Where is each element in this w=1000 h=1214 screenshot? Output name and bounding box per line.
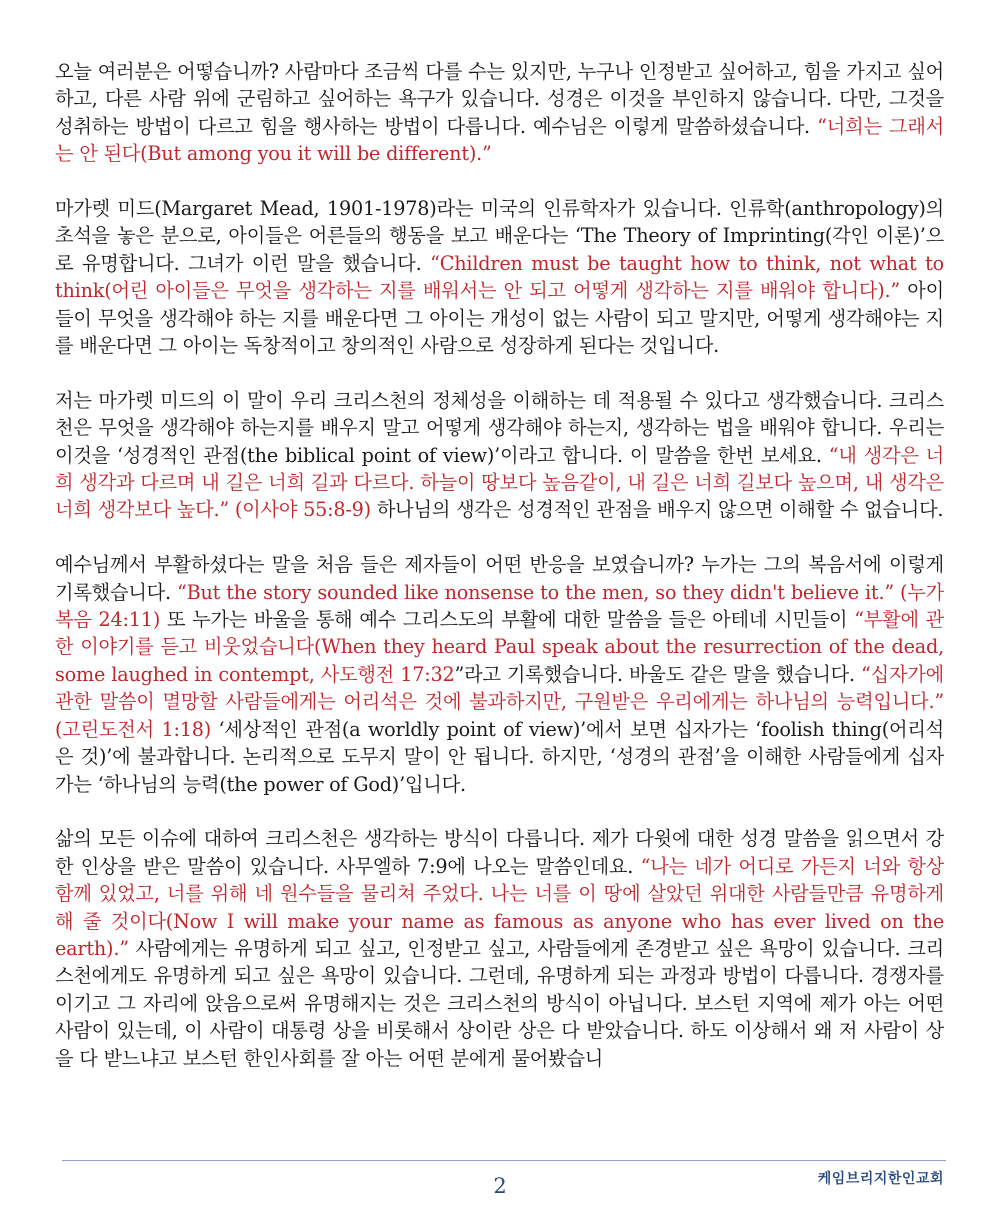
- quote-text: “But the story sounded like nonsense to the men, so they didn't believe it.” (누가복음 24:11): [55, 580, 944, 632]
- body-text: ‘세상적인 관점(a worldly point of view)’에서 보면 십자가는 ‘foolish thing(어리석은 것)’에 불과합니다. 논리적으로 도무지 말이 안 됩니다. 하지만, ‘성경의 관점’을 이해한 사람들에게 십자가는 ‘하나님의 능력(the power of God)’입니다.: [55, 717, 944, 796]
- quote-text: “Children must be taught how to think, not what to think(어린 아이들은 무엇을 생각하는 지를 배워서는 안 되고 어떻게 생각하는 지를 배워야 합니다).”: [55, 251, 944, 303]
- page-number: 2: [493, 1174, 507, 1198]
- paragraph: [55, 551, 944, 798]
- body-text: 저는 마가렛 미드의 이 말이 우리 크리스천의 정체성을 이해하는 데 적용될 수 있다고 생각했습니다. 크리스천은 무엇을 생각해야 하는지를 배우지 말고 어떻게 생각해야 하는지, 생각하는 법을 배워야 합니다. 우리는 이것을 ‘성경적인 관점(the biblical point of view)’이라고 합니다. 이 말씀을 한번 보세요.: [55, 388, 944, 467]
- quote-text: “나는 네가 어디로 가든지 너와 항상 함께 있었고, 너를 위해 네 원수들을 물리쳐 주었다. 나는 너를 이 땅에 살았던 위대한 사람들만큼 유명하게 해 줄 것이다(Now I will make your name as famous as anyone who has ever lived on the earth).”: [55, 854, 945, 960]
- quote-text: “십자가에 관한 말씀이 멸망할 사람들에게는 어리석은 것에 불과하지만, 구원받은 우리에게는 하나님의 능력입니다.” (고린도전서 1:18): [55, 662, 944, 741]
- body-text: ”라고 기록했습니다. 바울도 같은 말을 했습니다.: [454, 662, 862, 686]
- quote-text: “너희는 그래서는 안 된다(But among you it will be different).”: [55, 114, 944, 166]
- body-text: 아이들이 무엇을 생각해야 하는 지를 배운다면 그 아이는 개성이 없는 사람이 되고 말지만, 어떻게 생각해야는 지를 배운다면 그 아이는 독창적이고 창의적인 사람으로 성장하게 된다는 것입니다.: [55, 279, 944, 358]
- quote-text: “내 생각은 너희 생각과 다르며 내 길은 너희 길과 다르다. 하늘이 땅보다 높음같이, 내 길은 너희 길보다 높으며, 내 생각은 너희 생각보다 높다.” (이사야 55:8-9): [55, 443, 944, 522]
- body-text: 삶의 모든 이슈에 대하여 크리스천은 생각하는 방식이 다릅니다. 제가 다윗에 대한 성경 말씀을 읽으면서 강한 인상을 받은 말씀이 있습니다. 사무엘하 7:9에 나오는 말씀인데요.: [55, 827, 944, 878]
- document-body: [55, 58, 944, 1099]
- paragraph: [55, 58, 944, 168]
- body-text: 사람에게는 유명하게 되고 싶고, 인정받고 싶고, 사람들에게 존경받고 싶은 욕망이 있습니다. 크리스천에게도 유명하게 되고 싶은 욕망이 있습니다. 그런데, 유명하게 되는 과정과 방법이 다릅니다. 경쟁자를 이기고 그 자리에 앉음으로써 유명해지는 것은 크리스천의 방식이 아닙니다. 보스턴 지역에 제가 아는 어떤 사람이 있는데, 이 사람이 대통령 상을 비롯해서 상이란 상은 다 받았습니다. 하도 이상해서 왜 저 사람이 상을 다 받느냐고 보스턴 한인사회를 잘 아는 어떤 분에게 물어봤습니: [55, 936, 944, 1070]
- paragraph: [55, 387, 944, 524]
- body-text: 또 누가는 바울을 통해 예수 그리스도의 부활에 대한 말씀을 들은 아테네 시민들이: [160, 608, 855, 632]
- body-text: 마가렛 미드(Margaret Mead, 1901-1978)라는 미국의 인류학자가 있습니다. 인류학(anthropology)의 초석을 놓은 분으로, 아이들은 어른들의 행동을 보고 배운다는 ‘The Theory of Imprinting(각인 이론)’으로 유명합니다. 그녀가 이런 말을 했습니다.: [55, 197, 944, 275]
- body-text: 예수님께서 부활하셨다는 말을 처음 들은 제자들이 어떤 반응을 보였습니까? 누가는 그의 복음서에 이렇게 기록했습니다.: [55, 553, 944, 604]
- paragraph: [55, 195, 944, 359]
- footer-divider: [62, 1160, 946, 1161]
- body-text: 오늘 여러분은 어떻습니까? 사람마다 조금씩 다를 수는 있지만, 누구나 인정받고 싶어하고, 힘을 가지고 싶어하고, 다른 사람 위에 군림하고 싶어하는 욕구가 있습니다. 성경은 이것을 부인하지 않습니다. 다만, 그것을 성취하는 방법이 다르고 힘을 행사하는 방법이 다릅니다. 예수님은 이렇게 말씀하셨습니다.: [55, 60, 944, 138]
- paragraph: [55, 825, 944, 1072]
- church-name: 케임브리지한인교회: [817, 1171, 944, 1187]
- body-text: 하나님의 생각은 성경적인 관점을 배우지 않으면 이해할 수 없습니다.: [370, 498, 944, 522]
- quote-text: “부활에 관한 이야기를 듣고 비웃었습니다(When they heard Paul speak about the resurrection of the dead, some laughed in contempt, 사도행전 17:32: [55, 608, 945, 686]
